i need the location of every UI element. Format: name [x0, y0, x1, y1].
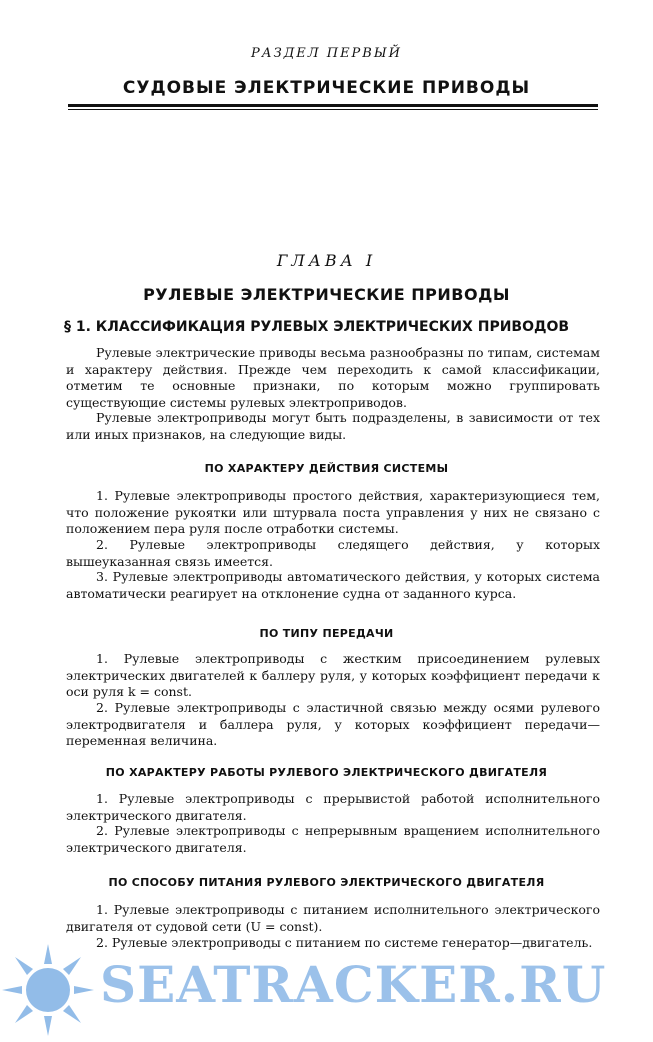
title-rule-thin: [68, 109, 598, 110]
power-supply-item-2: 2. Рулевые электроприводы с питанием по системе генератор—двигатель.: [96, 935, 593, 950]
action-item-1: 1. Рулевые электроприводы простого действия, характеризующиеся тем, что положение рукоятки или штурвала поста управления у них не связано с положением пера руля после отработки системы.: [66, 488, 600, 536]
power-supply-item-1: 1. Рулевые электроприводы с питанием исполнительного электрического двигателя от судовой сети (U = const).: [66, 902, 600, 934]
part-label: РАЗДЕЛ ПЕРВЫЙ: [251, 46, 402, 61]
heading-power-supply: ПО СПОСОБУ ПИТАНИЯ РУЛЕВОГО ЭЛЕКТРИЧЕСКОГО ДВИГАТЕЛЯ: [108, 876, 545, 889]
action-item-3: 3. Рулевые электроприводы автоматического действия, у которых система автоматически реагирует на отклонение судна от заданного курса.: [66, 569, 600, 601]
transmission-item-2: 2. Рулевые электроприводы с эластичной связью между осями рулевого электродвигателя и баллера руля, у которых коэффициент передачи—переменная величина.: [66, 700, 600, 748]
intro-paragraph-2: Рулевые электроприводы могут быть подразделены, в зависимости от тех или иных признаков, на следующие виды.: [66, 410, 600, 442]
watermark-text: SEATRACKER.RU: [100, 955, 607, 1014]
transmission-item-1: 1. Рулевые электроприводы с жестким присоединением рулевых электрических двигателей к баллеру руля, у которых коэффициент передачи к оси руля k = const.: [66, 651, 600, 699]
heading-motor-operation: ПО ХАРАКТЕРУ РАБОТЫ РУЛЕВОГО ЭЛЕКТРИЧЕСКОГО ДВИГАТЕЛЯ: [105, 766, 548, 779]
chapter-title: РУЛЕВЫЕ ЭЛЕКТРИЧЕСКИЕ ПРИВОДЫ: [143, 285, 510, 304]
title-rule-thick: [68, 104, 598, 107]
part-title: СУДОВЫЕ ЭЛЕКТРИЧЕСКИЕ ПРИВОДЫ: [122, 78, 531, 98]
chapter-label: ГЛАВА I: [276, 251, 377, 270]
section-title: § 1. КЛАССИФИКАЦИЯ РУЛЕВЫХ ЭЛЕКТРИЧЕСКИХ ПРИВОДОВ: [64, 319, 570, 335]
heading-action-type: ПО ХАРАКТЕРУ ДЕЙСТВИЯ СИСТЕМЫ: [204, 462, 449, 475]
motor-operation-item-1: 1. Рулевые электроприводы с прерывистой работой исполнительного электрического двигателя.: [66, 791, 600, 823]
action-item-2: 2. Рулевые электроприводы следящего действия, у которых вышеуказанная связь имеется.: [66, 537, 600, 569]
motor-operation-item-2: 2. Рулевые электроприводы с непрерывным вращением исполнительного электрического двигателя.: [66, 823, 600, 855]
heading-transmission-type: ПО ТИПУ ПЕРЕДАЧИ: [259, 627, 394, 640]
intro-paragraph-1: Рулевые электрические приводы весьма разнообразны по типам, системам и характеру действия. Прежде чем переходить к самой классификации, отметим те основные признаки, по которым можно группировать существующие системы рулевых электроприводов.: [66, 345, 600, 410]
